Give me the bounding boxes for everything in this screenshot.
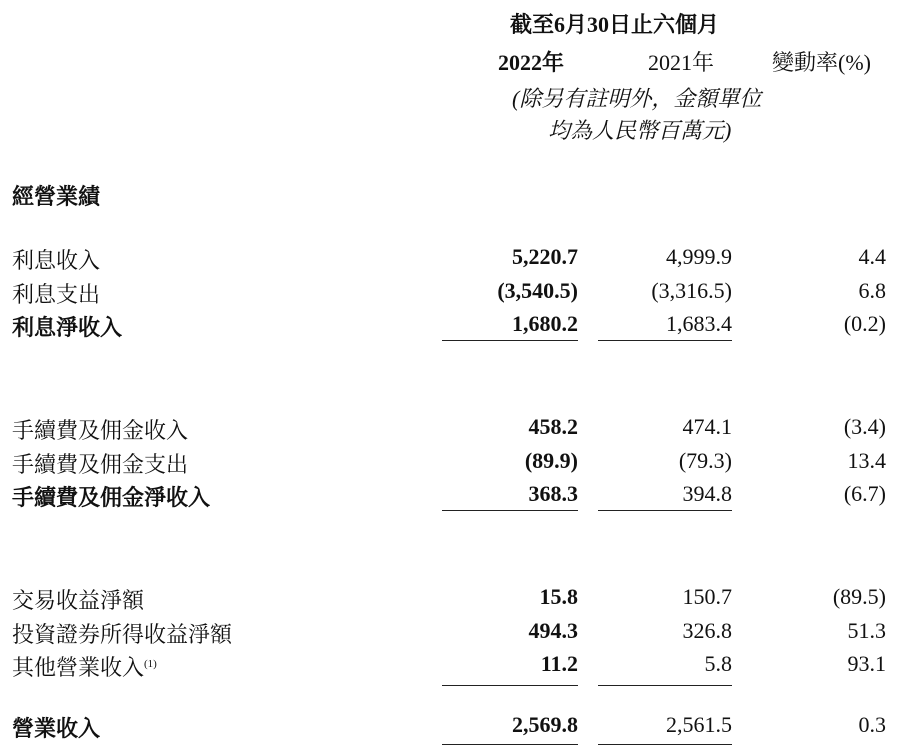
row-label (12, 651, 157, 682)
subtotal-rule-2022 (442, 685, 578, 686)
value-2022: 11.2 (540, 651, 578, 676)
row-label: 手續費及佣金淨收入 (12, 485, 211, 510)
change-percent: 13.4 (847, 448, 886, 473)
change-percent: 93.1 (847, 651, 886, 676)
value-2021: 2,561.5 (666, 712, 732, 737)
subtotal-rule-2022 (442, 510, 578, 511)
value-2021: 150.7 (682, 584, 732, 609)
value-2022: 1,680.2 (512, 311, 578, 336)
row-label: 手續費及佣金收入 (12, 418, 189, 443)
value-2022: (89.9) (524, 448, 578, 473)
subtotal-rule-2022 (442, 340, 578, 341)
column-header-2021: 2021年 (648, 50, 715, 75)
change-percent: (3.4) (843, 414, 886, 439)
subtotal-rule-2021 (598, 685, 732, 686)
unit-note-line2: 均為人民幣百萬元) (548, 118, 732, 143)
row-label: 利息淨收入 (12, 315, 123, 340)
value-2021: 5.8 (704, 651, 732, 676)
footnote-marker: (1) (144, 658, 157, 670)
change-percent: (6.7) (843, 481, 886, 506)
value-2022: 368.3 (528, 481, 578, 506)
subtotal-rule-2021 (598, 510, 732, 511)
column-header-2022: 2022年 (498, 50, 565, 75)
change-percent: (89.5) (832, 584, 886, 609)
total-rule-2021 (598, 744, 732, 745)
change-percent: (0.2) (843, 311, 886, 336)
value-2022: 458.2 (528, 414, 578, 439)
change-percent: 51.3 (847, 618, 886, 643)
unit-note-line1: (除另有註明外，金額單位 (512, 86, 762, 111)
total-rule-2022 (442, 744, 578, 745)
row-label: 營業收入 (12, 716, 101, 741)
value-2021: 4,999.9 (666, 244, 732, 269)
period-header: 截至6月30日止六個月 (510, 12, 720, 37)
row-label: 利息支出 (12, 282, 101, 307)
section-title: 經營業績 (12, 184, 101, 209)
row-label: 利息收入 (12, 248, 101, 273)
row-label: 投資證券所得收益淨額 (12, 622, 233, 647)
row-label-text: 其他營業收入 (12, 655, 145, 680)
value-2022: 2,569.8 (512, 712, 578, 737)
value-2021: 326.8 (682, 618, 732, 643)
value-2022: 15.8 (539, 584, 578, 609)
value-2022: 494.3 (528, 618, 578, 643)
change-percent: 4.4 (858, 244, 886, 269)
value-2021: 394.8 (682, 481, 732, 506)
row-label: 交易收益淨額 (12, 588, 145, 613)
change-percent: 6.8 (858, 278, 886, 303)
value-2022: (3,540.5) (497, 278, 578, 303)
value-2022: 5,220.7 (512, 244, 578, 269)
change-percent: 0.3 (858, 712, 886, 737)
row-label: 手續費及佣金支出 (12, 452, 189, 477)
subtotal-rule-2021 (598, 340, 732, 341)
value-2021: (79.3) (678, 448, 732, 473)
value-2021: 1,683.4 (666, 311, 732, 336)
column-header-change: 變動率(%) (772, 50, 871, 75)
value-2021: (3,316.5) (651, 278, 732, 303)
value-2021: 474.1 (682, 414, 732, 439)
